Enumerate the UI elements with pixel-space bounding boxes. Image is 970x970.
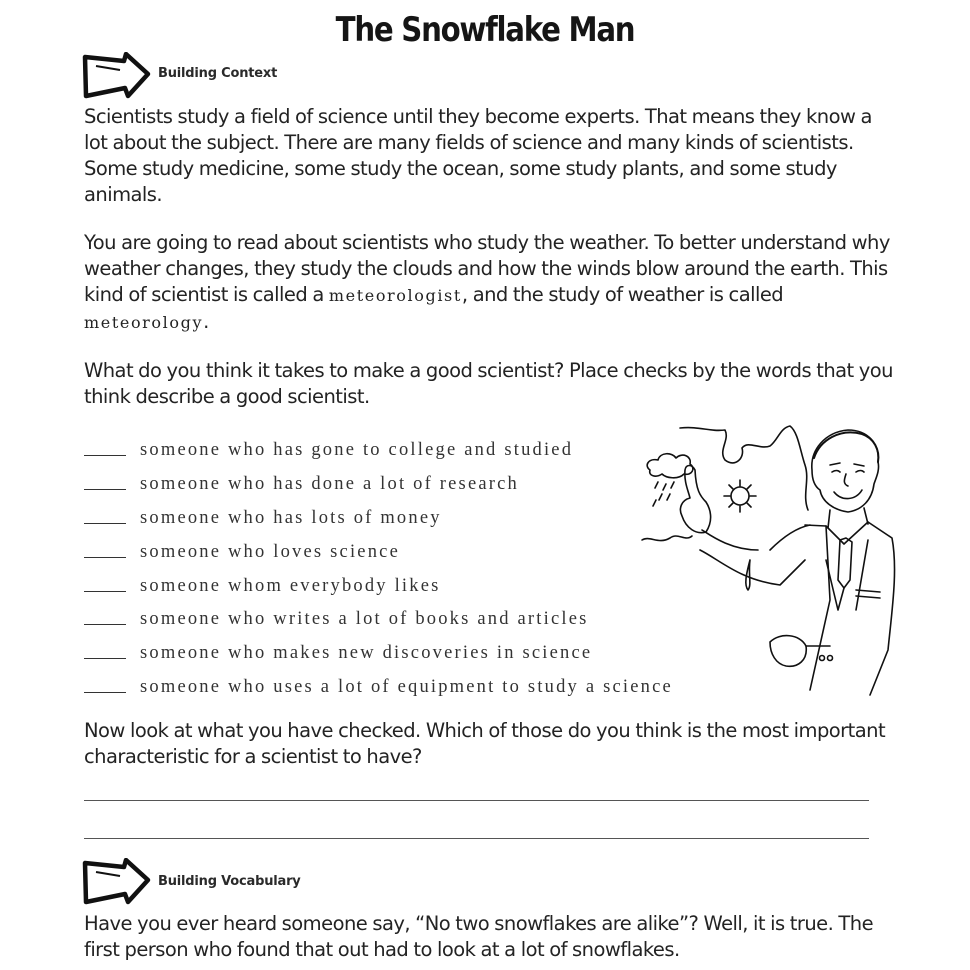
context-paragraph-1: Scientists study a field of science until they become experts. That means they know a lot about the subject. There are many fields of science and many kinds of scientists. Some study medicine, some study the ocean, some study plants, and some study animals. [84, 105, 872, 206]
vocabulary-paragraph: Have you ever heard someone say, “No two snowflakes are alike”? Well, it is true. The first person who found that out had to look at a lot of snowflakes. [84, 912, 874, 961]
check-blank[interactable] [84, 439, 126, 456]
term-meteorologist: meteorologist [328, 286, 462, 305]
check-blank[interactable] [84, 473, 126, 490]
arrow-right-icon [82, 858, 152, 906]
term-meteorology: meteorology [84, 313, 204, 332]
checklist-item: someone who has gone to college and studied [84, 434, 784, 468]
checklist-item: someone who makes new discoveries in science [84, 637, 784, 671]
cloud-icon [647, 454, 693, 478]
context-paragraph-2: You are going to read about scientists who study the weather. To better understand why weather changes, they study the clouds and how the winds blow around the earth. This kind of scientist is called a meteorologist, and the study of weather is called meteorology. [84, 231, 890, 333]
checklist-item: someone who loves science [84, 535, 784, 569]
checklist-item: someone who has done a lot of research [84, 468, 784, 502]
answer-line-1[interactable] [84, 800, 869, 801]
page-title: The Snowflake Man [335, 10, 635, 50]
section-header-building-vocabulary [82, 858, 382, 906]
arrow-right-icon [82, 52, 152, 100]
sun-icon [731, 487, 749, 505]
follow-up-question: Now look at what you have checked. Which of those do you think is the most important characteristic for a scientist to have? [84, 719, 886, 768]
map-outline [680, 426, 808, 510]
section-heading: Building Context [158, 66, 278, 81]
check-blank[interactable] [84, 575, 126, 592]
check-blank[interactable] [84, 676, 126, 693]
answer-line-2[interactable] [84, 838, 869, 839]
checklist-item: someone who has lots of money [84, 502, 784, 536]
checklist-item: someone who writes a lot of books and articles [84, 603, 784, 637]
check-blank[interactable] [84, 507, 126, 524]
check-blank[interactable] [84, 642, 126, 659]
checklist-item: someone who uses a lot of equipment to study a science [84, 671, 784, 705]
check-blank[interactable] [84, 541, 126, 558]
section-heading: Building Vocabulary [158, 874, 301, 889]
section-header-building-context [82, 52, 382, 100]
question-paragraph: What do you think it takes to make a good scientist? Place checks by the words that you think describe a good scientist. [84, 359, 893, 408]
meteorologist-illustration [630, 410, 900, 700]
check-blank[interactable] [84, 608, 126, 625]
checklist-item: someone whom everybody likes [84, 569, 784, 603]
